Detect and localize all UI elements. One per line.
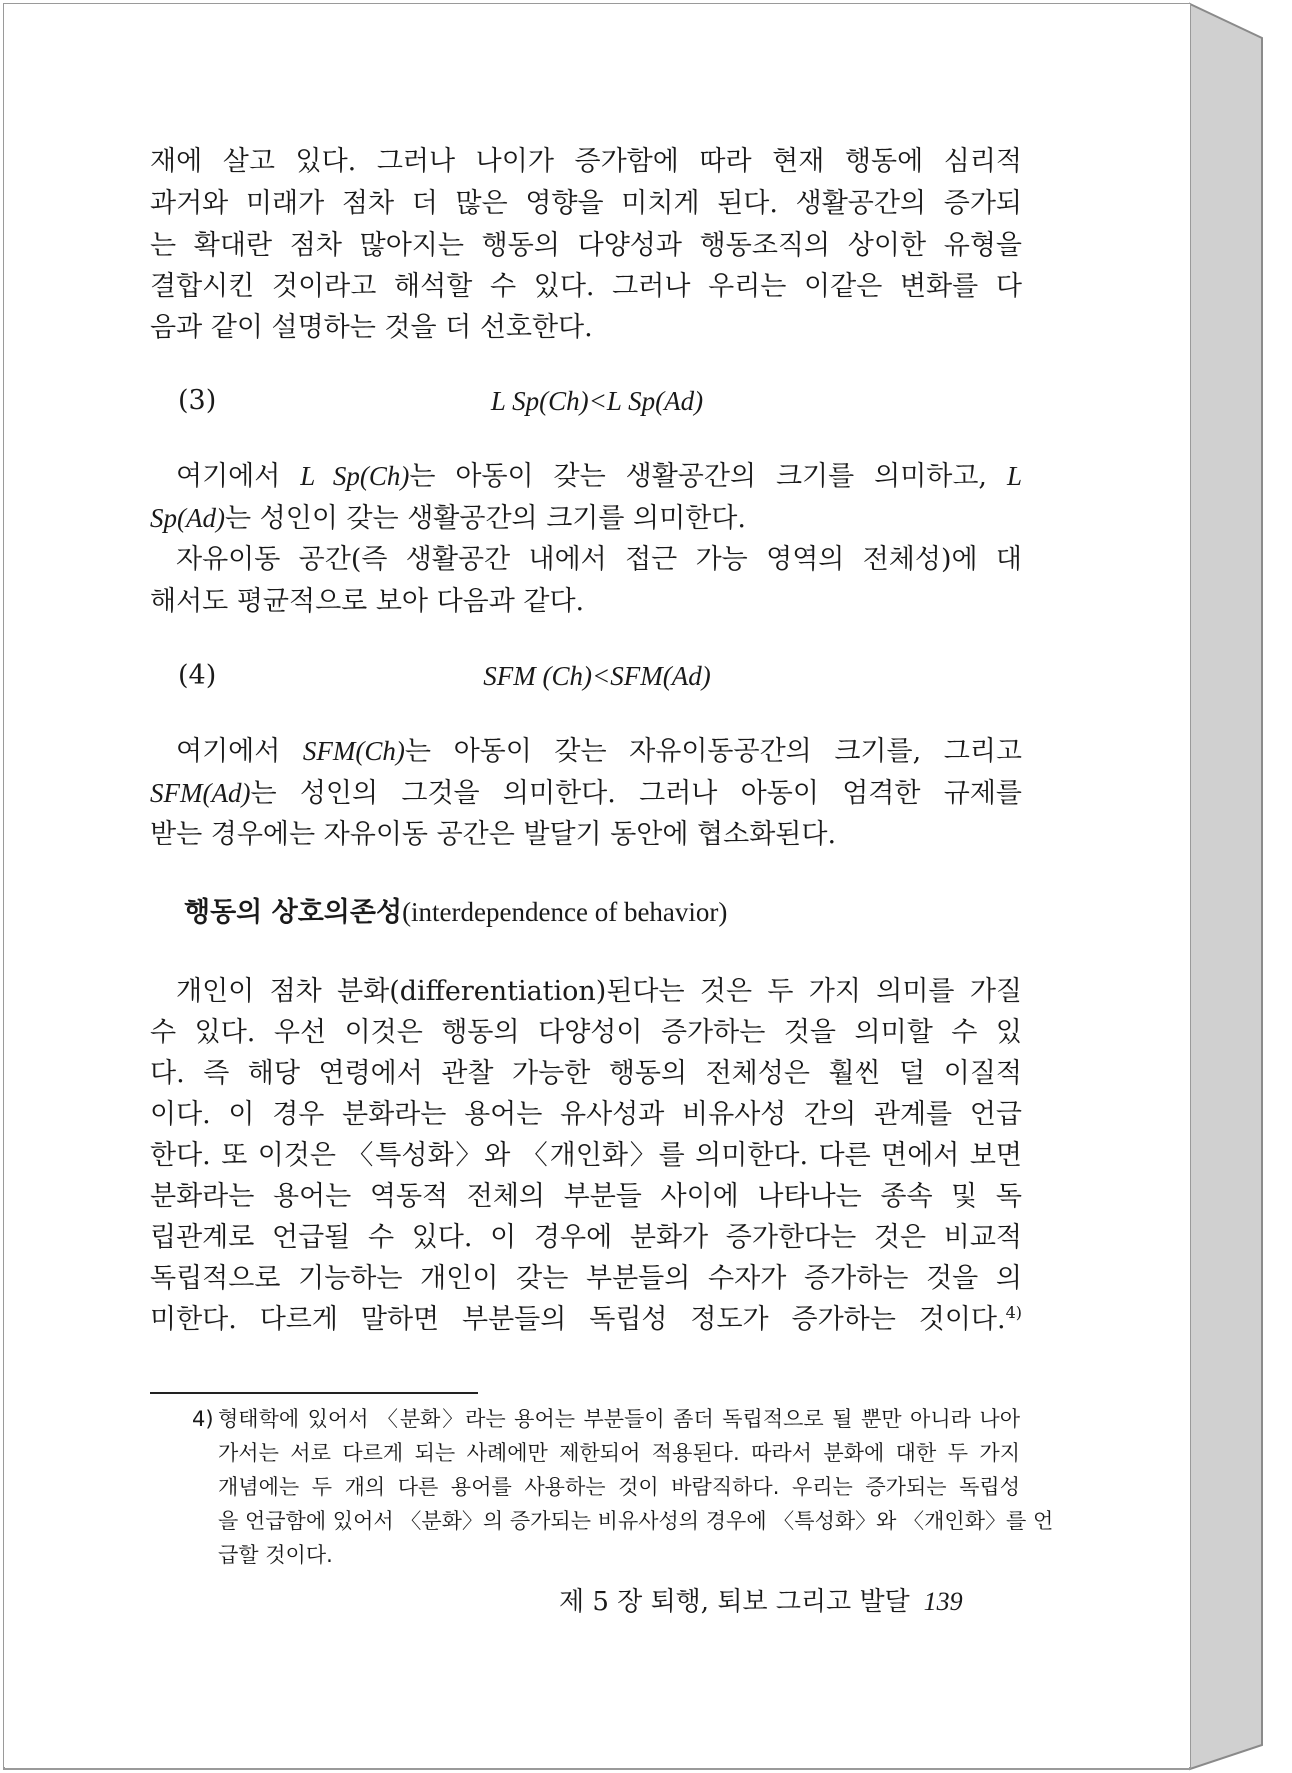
text-line: 이다. 이 경우 분화라는 용어는 유사성과 비유사성 간의 관계를 언급 <box>150 1099 1022 1130</box>
footnote-line: 개념에는 두 개의 다른 용어를 사용하는 것이 바람직하다. 우리는 증가되는 독립성 <box>218 1475 1020 1499</box>
footnote-line: 급할 것이다. <box>218 1543 333 1567</box>
text-line: 여기에서 SFM(Ch)는 아동이 갖는 자유이동공간의 크기를, 그리고 <box>176 736 1022 767</box>
text-line: 자유이동 공간(즉 생활공간 내에서 접근 가능 영역의 전체성)에 대 <box>176 544 1022 575</box>
text-line: 과거와 미래가 점차 더 많은 영향을 미치게 된다. 생활공간의 증가되 <box>150 188 1022 219</box>
text-line: SFM(Ad)는 성인의 그것을 의미한다. 그러나 아동이 엄격한 규제를 <box>150 778 1022 809</box>
text-line: 한다. 또 이것은 〈특성화〉와 〈개인화〉를 의미한다. 다른 면에서 보면 <box>150 1140 1022 1171</box>
footnote-line: 가서는 서로 다르게 되는 사례에만 제한되어 적용된다. 따라서 분화에 대한 두 가지 <box>218 1441 1020 1465</box>
footnote-reference: 4) <box>1005 1303 1022 1322</box>
document-page <box>4 4 1190 1767</box>
text-line: 립관계로 언급될 수 있다. 이 경우에 분화가 증가한다는 것은 비교적 <box>150 1222 1022 1253</box>
footnote-mark: 4) <box>192 1407 214 1431</box>
page-footer <box>559 1582 963 1622</box>
footnote-line: 을 언급함에 있어서 〈분화〉의 증가되는 비유사성의 경우에 〈특성화〉와 〈개인화〉를 언 <box>218 1509 1054 1533</box>
text-line: 수 있다. 우선 이것은 행동의 다양성이 증가하는 것을 의미할 수 있 <box>150 1017 1022 1048</box>
running-chapter-title: 제 5 장 퇴행, 퇴보 그리고 발달 <box>559 1587 910 1617</box>
page-number: 139 <box>923 1587 963 1616</box>
footnote-line: 형태학에 있어서 〈분화〉라는 용어는 부분들이 좀더 독립적으로 될 뿐만 아니라 나아 <box>218 1407 1020 1431</box>
footnote-divider <box>150 1392 478 1394</box>
equation-formula: L Sp(Ch)<L Sp(Ad) <box>490 386 704 416</box>
book-spine-shadow <box>1190 4 1262 1769</box>
text-line: 독립적으로 기능하는 개인이 갖는 부분들의 수자가 증가하는 것을 의 <box>150 1263 1022 1294</box>
text-line: 받는 경우에는 자유이동 공간은 발달기 동안에 협소화된다. <box>150 819 837 850</box>
equation-number: (4) <box>178 660 217 691</box>
text-line: Sp(Ad)는 성인이 갖는 생활공간의 크기를 의미한다. <box>150 503 746 534</box>
text-line: 해서도 평균적으로 보아 다음과 같다. <box>150 586 585 617</box>
text-line: 재에 살고 있다. 그러나 나이가 증가함에 따라 현재 행동에 심리적 <box>150 146 1022 177</box>
text-line: 음과 같이 설명하는 것을 더 선호한다. <box>150 312 593 343</box>
text-line: 여기에서 L Sp(Ch)는 아동이 갖는 생활공간의 크기를 의미하고, L <box>176 461 1022 492</box>
text-line: 결합시킨 것이라고 해석할 수 있다. 그러나 우리는 이같은 변화를 다 <box>150 271 1022 302</box>
text-line: 개인이 점차 분화(differentiation)된다는 것은 두 가지 의미를 가질 <box>176 976 1022 1007</box>
text-line: 는 확대란 점차 많아지는 행동의 다양성과 행동조직의 상이한 유형을 <box>150 230 1022 261</box>
text-line: 미한다. 다르게 말하면 부분들의 독립성 정도가 증가하는 것이다.$^{4)}$ <box>150 1303 1022 1335</box>
section-heading: 행동의 상호의존성(interdependence of behavior) <box>184 897 728 928</box>
text-line: 분화라는 용어는 역동적 전체의 부분들 사이에 나타나는 종속 및 독 <box>150 1181 1022 1212</box>
text-line: 다. 즉 해당 연령에서 관찰 가능한 행동의 전체성은 훨씬 덜 이질적 <box>150 1058 1022 1089</box>
equation-number: (3) <box>178 385 217 416</box>
equation-formula: SFM (Ch)<SFM(Ad) <box>483 661 711 691</box>
